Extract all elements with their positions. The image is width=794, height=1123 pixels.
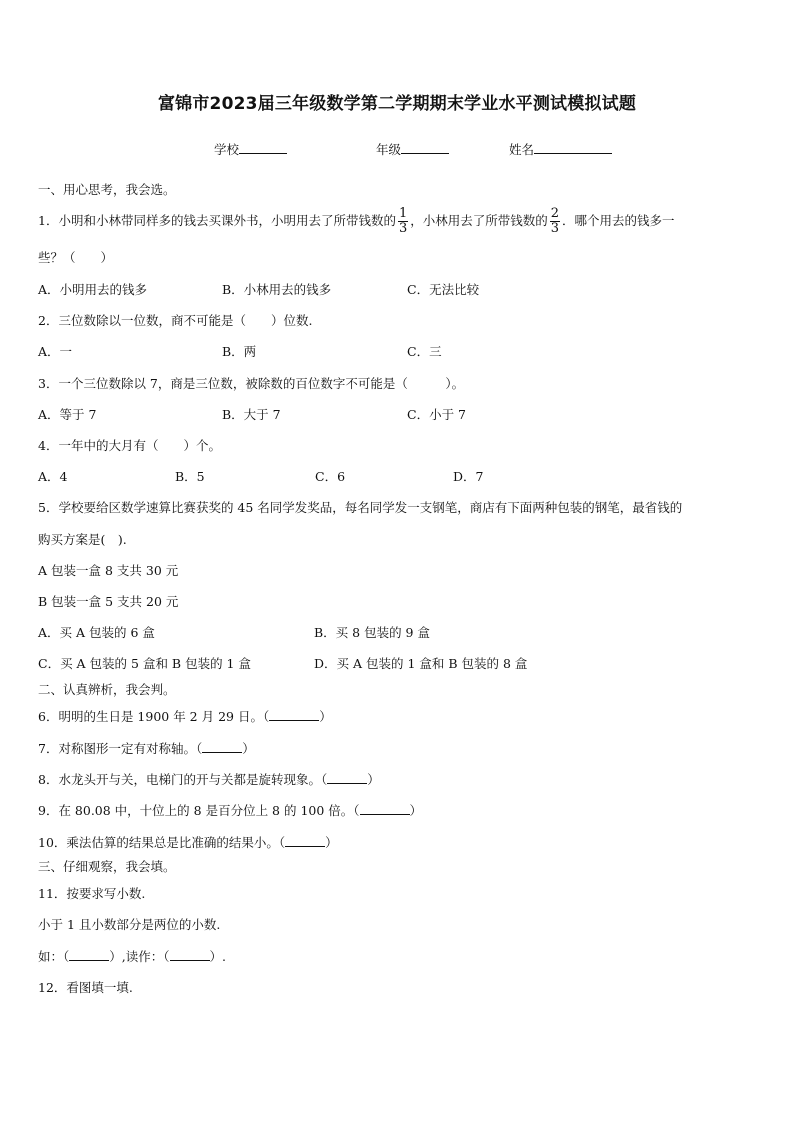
q10-close: ） — [325, 835, 338, 850]
q5-option-c[interactable]: C．买 A 包装的 5 盒和 B 包装的 1 盒 — [38, 656, 251, 671]
question-4: 4．一年中的大月有（ ）个。 — [38, 438, 221, 453]
q3-option-c[interactable]: C．小于 7 — [407, 407, 466, 422]
q5-option-d[interactable]: D．买 A 包装的 1 盒和 B 包装的 8 盒 — [314, 656, 528, 671]
question-3: 3．一个三位数除以 7，商是三位数，被除数的百位数字不可能是（ ）。 — [38, 376, 465, 391]
q5-line-2: 购买方案是( ). — [38, 532, 127, 547]
question-8 — [38, 771, 380, 788]
q1-text-c: ．哪个用去的钱多一 — [562, 213, 675, 228]
q4-option-d[interactable]: D．7 — [453, 469, 484, 484]
q11-example-label: 如：（ — [38, 949, 70, 964]
q8-answer-blank[interactable] — [327, 771, 367, 784]
q2-option-b[interactable]: B．两 — [222, 344, 257, 359]
q6-text: 6．明明的生日是 1900 年 2 月 29 日。（ — [38, 709, 270, 724]
q5-package-a: A 包装一盒 8 支共 30 元 — [38, 563, 179, 578]
question-2: 2．三位数除以一位数，商不可能是（ ）位数. — [38, 313, 313, 328]
q3-option-b[interactable]: B．大于 7 — [222, 407, 281, 422]
question-10 — [38, 834, 338, 851]
name-field — [509, 141, 612, 158]
fraction-one-third — [398, 207, 408, 236]
q1-option-a[interactable]: A．小明用去的钱多 — [38, 282, 148, 297]
q4-option-b[interactable]: B．5 — [175, 469, 205, 484]
school-blank[interactable] — [239, 141, 287, 154]
school-label: 学校 — [214, 142, 240, 157]
page-title: 富锦市2023届三年级数学第二学期期末学业水平测试模拟试题 — [157, 94, 637, 114]
fraction-two-thirds — [550, 207, 560, 236]
question-1 — [38, 204, 675, 238]
question-7 — [38, 740, 255, 757]
name-blank[interactable] — [534, 141, 612, 154]
q4-option-c[interactable]: C．6 — [315, 469, 346, 484]
q1-text-b: ，小林用去了所带钱数的 — [410, 213, 548, 228]
grade-blank[interactable] — [401, 141, 449, 154]
question-9 — [38, 802, 422, 819]
q5-package-b: B 包装一盒 5 支共 20 元 — [38, 594, 179, 609]
q11-read-label: ）,读作：（ — [109, 949, 170, 964]
q10-answer-blank[interactable] — [285, 834, 325, 847]
q11-answer-line — [38, 948, 226, 965]
q3-option-a[interactable]: A．等于 7 — [38, 407, 97, 422]
q1-option-b[interactable]: B．小林用去的钱多 — [222, 282, 332, 297]
q11-number-blank[interactable] — [69, 948, 109, 961]
q4-option-a[interactable]: A．4 — [38, 469, 68, 484]
q1-option-c[interactable]: C．无法比较 — [407, 282, 480, 297]
q1-line-2: 些？（ ） — [38, 250, 114, 265]
q10-text: 10．乘法估算的结果总是比准确的结果小。（ — [38, 835, 286, 850]
q5-option-a[interactable]: A．买 A 包装的 6 盒 — [38, 625, 155, 640]
q9-text: 9．在 80.08 中，十位上的 8 是百分位上 8 的 100 倍。（ — [38, 803, 360, 818]
fraction-denominator: 3 — [398, 221, 408, 236]
grade-label: 年级 — [376, 142, 402, 157]
q1-text-a: 1．小明和小林带同样多的钱去买课外书，小明用去了所带钱数的 — [38, 213, 396, 228]
question-11: 11．按要求写小数. — [38, 886, 146, 901]
q11-end: ）. — [209, 949, 226, 964]
fraction-numerator: 1 — [398, 206, 408, 221]
q2-option-a[interactable]: A．一 — [38, 344, 73, 359]
q7-text: 7．对称图形一定有对称轴。（ — [38, 741, 203, 756]
fraction-denominator: 3 — [550, 221, 560, 236]
section-2-heading: 二、认真辨析，我会判。 — [38, 682, 176, 697]
name-label: 姓名 — [509, 142, 535, 157]
q8-close: ） — [367, 772, 380, 787]
q11-reading-blank[interactable] — [170, 948, 210, 961]
question-12: 12．看图填一填. — [38, 980, 133, 995]
q6-answer-blank[interactable] — [269, 708, 319, 721]
q2-option-c[interactable]: C．三 — [407, 344, 442, 359]
q6-close: ） — [319, 709, 332, 724]
question-5: 5．学校要给区数学速算比赛获奖的 45 名同学发奖品，每名同学发一支钢笔，商店有下面两种包装的钢笔，最省钱的 — [38, 500, 683, 515]
school-field — [214, 141, 287, 158]
q7-close: ） — [242, 741, 255, 756]
q5-option-b[interactable]: B．买 8 包装的 9 盒 — [314, 625, 430, 640]
q11-line-2: 小于 1 且小数部分是两位的小数. — [38, 917, 221, 932]
section-1-heading: 一、用心思考，我会选。 — [38, 182, 176, 197]
section-3-heading: 三、仔细观察，我会填。 — [38, 859, 176, 874]
q8-text: 8．水龙头开与关，电梯门的开与关都是旋转现象。（ — [38, 772, 328, 787]
fraction-numerator: 2 — [550, 206, 560, 221]
grade-field — [376, 141, 449, 158]
question-6 — [38, 708, 332, 725]
q7-answer-blank[interactable] — [202, 740, 242, 753]
q9-answer-blank[interactable] — [360, 802, 410, 815]
q9-close: ） — [409, 803, 423, 818]
